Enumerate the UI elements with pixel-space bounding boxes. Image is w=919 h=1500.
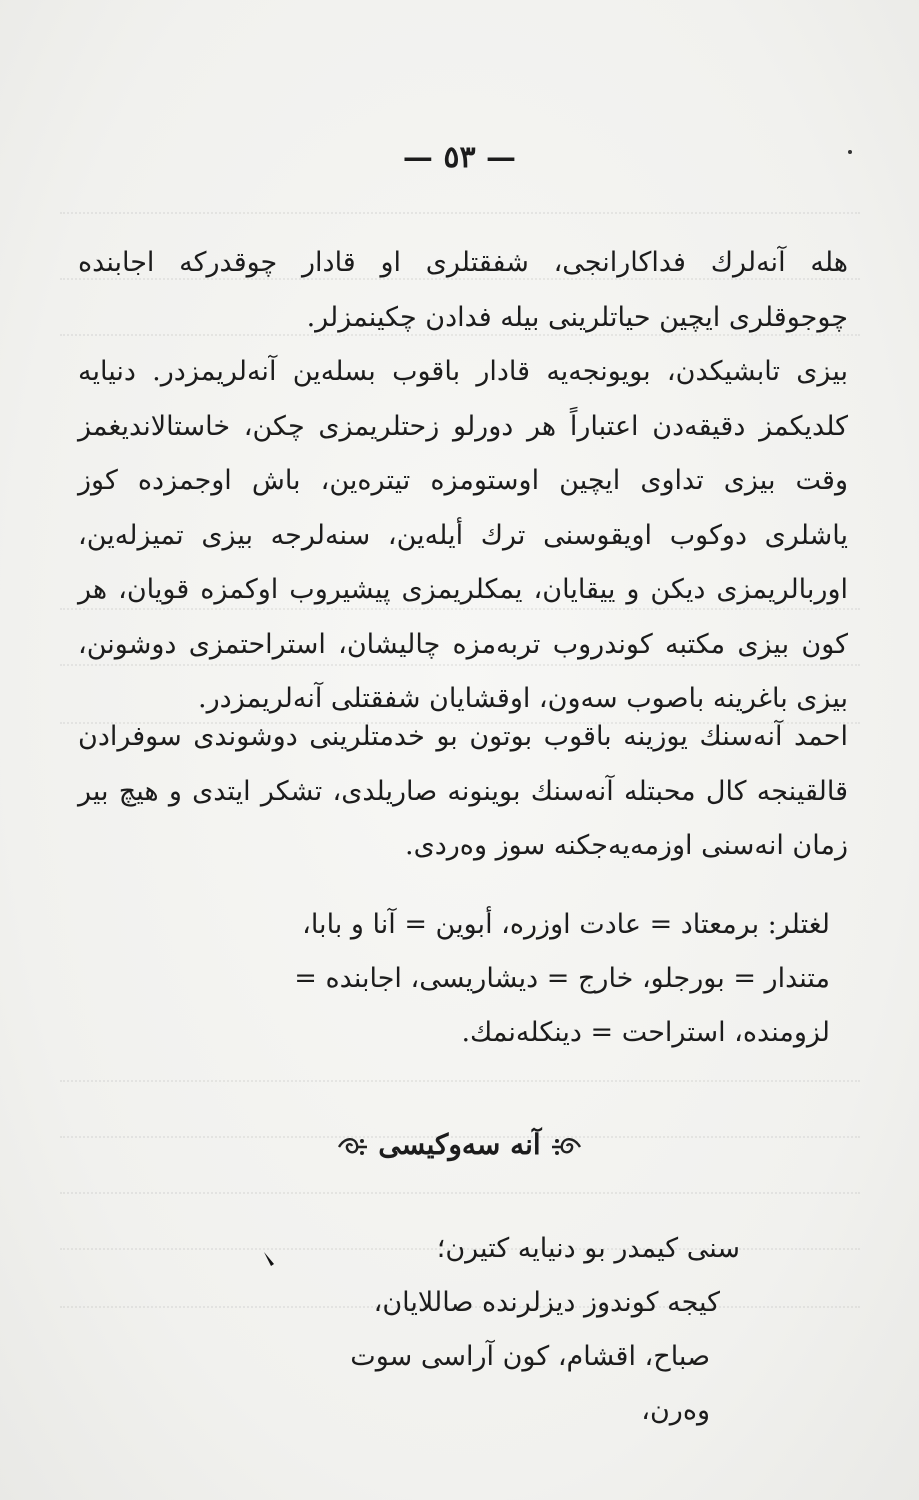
poem-line: صباح، اقشام، کون آرا‌سی سوت وه‌رن، [350, 1341, 710, 1426]
poem-line: کیجه کوندوز دیزلرنده صاللایان، [373, 1287, 720, 1318]
vocabulary-line: متندار = بورجلو، خارج = دیشاریسی، اجابنده = [294, 963, 830, 994]
paragraph-2 [78, 345, 848, 727]
ink-dot [848, 150, 852, 154]
paragraph-text: احمد آنه‌سنك یوزینه باقوب بوتون بو خدمتلرینی دوشوندی سوفرادن قالقینجه کال محبتله آنه‌سنك بوینونه صاریلدی، تشکر ایتدی و هیچ بیر زمان انه‌سنی اوزمه‌یه‌جکنه سوز وه‌ردی. [78, 721, 848, 861]
ornament-icon [550, 1133, 584, 1161]
paragraph-1 [78, 236, 848, 345]
bleed-through-line [60, 1064, 860, 1082]
poem [300, 1222, 740, 1438]
paragraph-text: هله آنه‌لرك فداكارانجی، شفقتلری او قادار چوقدرکه اجابنده چوجوقلری ایچین حیاتلرینی بیله فدادن چکینمزلر. [78, 247, 848, 333]
bleed-through-line [60, 196, 860, 214]
poem-line: سنی کیمدر بو دنیایه کتیرن؛ [436, 1233, 740, 1264]
vocabulary-line: لزومنده، استراحت = دینکله‌نمك. [461, 1017, 830, 1048]
bleed-through-line [60, 1176, 860, 1194]
ornament-icon [335, 1133, 369, 1161]
poem-title [0, 1128, 919, 1161]
paragraph-text: بیزی تابشیکدن، بویونجه‌یه قادار باقوب بسله‌ین آنه‌لریمزدر. دنیایه کلدیکمز دقیقه‌دن اعتباراً هر دورلو زحتلریمزی چکن، خاستالاندیغمز وقت بیزی تداوی ایچین اوستومزه تیتره‌ین، باش اوجمزده کوز یاشلری دوکوب اویقوسنی ترك أیله‌ین، سنه‌لرجه بیزی تمیزله‌ین، اوربالریمزی دیکن و ییقایان، یمکلریمزی پیشیروب اوکمزه قویان، هر کون بیزی مکتبه کوندروب تربه‌مزه چالیشان، استراحتمزی دوشونن، بیزی باغرینه باصوب سه‌ون، اوقشایان شفقتلی آنه‌لریمزدر. [78, 356, 848, 714]
stray-ink-mark-icon [262, 1250, 278, 1268]
page-number: — ٥٣ — [402, 140, 517, 175]
vocabulary-notes [150, 898, 830, 1060]
poem-title-text: آنه سه‌وکیسی [378, 1128, 541, 1161]
paragraph-3 [78, 710, 848, 874]
vocabulary-line: لغتلر: برمعتاد = عادت اوزره، أبوین = آنا و بابا، [302, 909, 830, 940]
